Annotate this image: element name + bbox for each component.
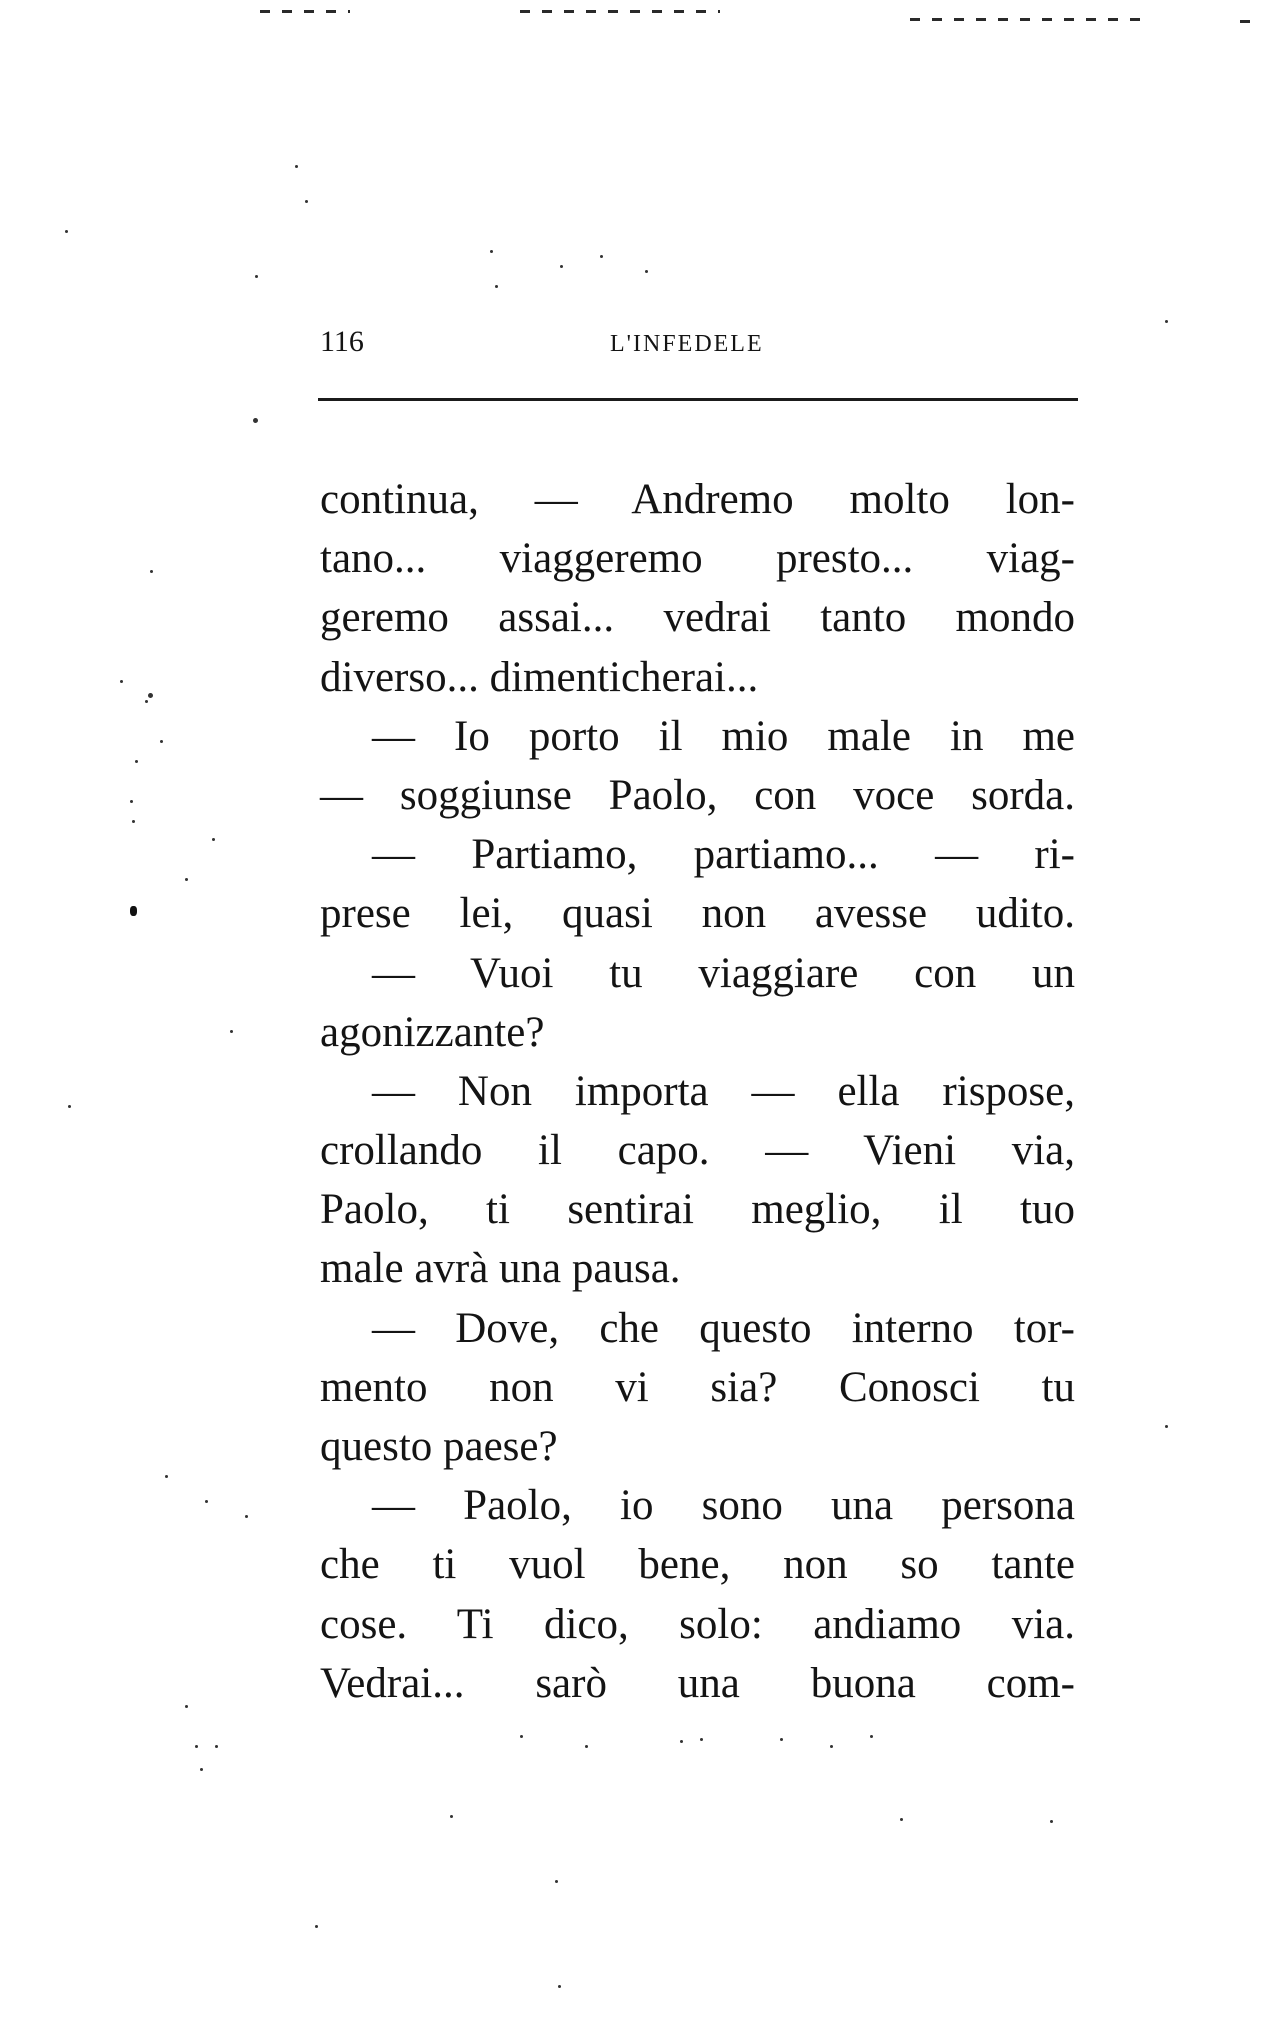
- scan-speck: [680, 1740, 683, 1743]
- scan-speck: [230, 1030, 233, 1033]
- scan-speck: [1165, 320, 1168, 323]
- scan-speck: [450, 1815, 453, 1818]
- text-line: male avrà una pausa.: [320, 1245, 681, 1293]
- scan-speck: [558, 1985, 561, 1988]
- scan-speck: [215, 1745, 218, 1748]
- scan-speck: [65, 230, 68, 233]
- scan-speck: [585, 1745, 588, 1748]
- header-rule: [318, 398, 1078, 401]
- scan-speck: [195, 1745, 198, 1748]
- scan-speck: [68, 1105, 71, 1108]
- scan-speck: [212, 838, 215, 841]
- text-line: continua, — Andremo molto lon-: [320, 476, 1075, 523]
- scan-edge-mark: [1240, 20, 1260, 23]
- text-line: crollando il capo. — Vieni via,: [320, 1127, 1075, 1175]
- scan-speck: [145, 700, 148, 703]
- scan-speck: [132, 820, 135, 823]
- scan-speck: [160, 740, 163, 743]
- text-line: mento non vi sia? Conosci tu: [320, 1363, 1075, 1411]
- text-line: cose. Ti dico, solo: andiamo via.: [320, 1600, 1075, 1648]
- scan-speck: [555, 1880, 558, 1883]
- scan-speck: [495, 285, 498, 288]
- scan-speck: [645, 270, 648, 273]
- running-head: [320, 322, 1075, 362]
- scan-speck: [200, 1768, 203, 1771]
- text-line: geremo assai... vedrai tanto mondo: [320, 594, 1075, 642]
- scan-speck: [600, 255, 603, 258]
- scan-speck: [130, 906, 137, 916]
- scan-speck: [305, 200, 308, 203]
- scan-speck: [130, 800, 133, 803]
- scan-speck: [780, 1738, 783, 1741]
- scan-speck: [520, 1735, 523, 1738]
- text-line: Vedrai... sarò una buona com-: [320, 1659, 1075, 1707]
- scan-speck: [185, 878, 188, 881]
- scan-speck: [245, 1515, 248, 1518]
- text-line: — Non importa — ella rispose,: [372, 1067, 1075, 1115]
- text-line: — Io porto il mio male in me: [372, 712, 1075, 760]
- scan-speck: [1050, 1820, 1053, 1823]
- scan-speck: [148, 693, 153, 698]
- page-number: 116: [320, 325, 364, 358]
- scan-speck: [830, 1745, 833, 1748]
- text-line: prese lei, quasi non avesse udito.: [320, 890, 1075, 938]
- text-line: tano... viaggeremo presto... viag-: [320, 535, 1075, 583]
- scan-speck: [560, 265, 563, 268]
- scan-speck: [700, 1738, 703, 1741]
- text-line: — Partiamo, partiamo... — ri-: [372, 831, 1075, 879]
- text-line: agonizzante?: [320, 1008, 545, 1056]
- scan-speck: [1165, 1425, 1168, 1428]
- scan-speck: [255, 275, 258, 278]
- scan-edge-mark: [910, 18, 1140, 21]
- text-line: — Vuoi tu viaggiare con un: [372, 949, 1075, 997]
- text-line: che ti vuol bene, non so tante: [320, 1541, 1075, 1589]
- body-text: [320, 470, 1075, 1713]
- text-line: — Paolo, io sono una persona: [372, 1482, 1075, 1530]
- scan-speck: [120, 680, 123, 683]
- scan-speck: [205, 1500, 208, 1503]
- scan-speck: [295, 165, 298, 168]
- text-line: — Dove, che questo interno tor-: [372, 1304, 1075, 1352]
- scan-speck: [315, 1925, 318, 1928]
- scan-speck: [900, 1818, 903, 1821]
- scan-speck: [490, 250, 493, 253]
- text-line: diverso... dimenticherai...: [320, 653, 759, 701]
- scan-speck: [135, 760, 138, 763]
- scan-speck: [185, 1705, 188, 1708]
- scan-speck: [253, 418, 258, 423]
- scan-speck: [150, 570, 153, 573]
- text-line: — soggiunse Paolo, con voce sorda.: [320, 771, 1075, 819]
- scan-edge-mark: [260, 10, 350, 13]
- scan-edge-mark: [520, 10, 720, 13]
- text-line: Paolo, ti sentirai meglio, il tuo: [320, 1186, 1075, 1234]
- scan-speck: [870, 1735, 873, 1738]
- running-title: L'INFEDELE: [610, 331, 764, 357]
- scan-speck: [165, 1475, 168, 1478]
- text-line: questo paese?: [320, 1423, 558, 1470]
